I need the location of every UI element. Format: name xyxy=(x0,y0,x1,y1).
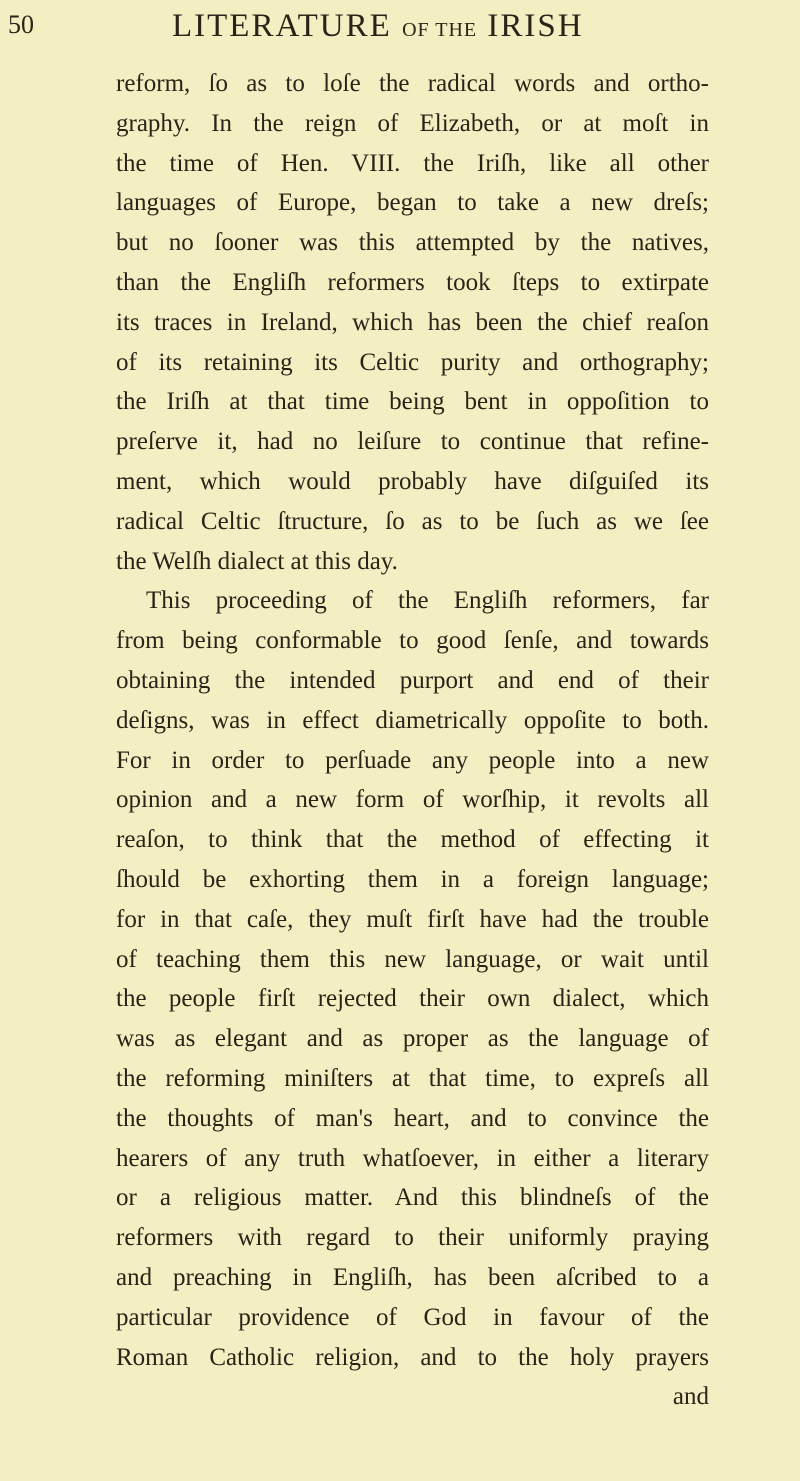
text-line: Roman Catholic religion, and to the holy prayers xyxy=(116,1343,709,1371)
text-line: than the Engliſh reformers took ſteps to extirpate xyxy=(116,268,709,296)
text-line: obtaining the intended purport and end of their xyxy=(116,666,709,694)
text-line: the reforming miniſters at that time, to expreſs all xyxy=(116,1064,709,1092)
text-line: the Iriſh at that time being bent in oppoſition to xyxy=(116,388,709,416)
text-line: or a religious matter. And this blindneſs of the xyxy=(116,1184,709,1212)
page-number: 50 xyxy=(8,10,34,39)
running-header xyxy=(172,8,584,45)
catchword: and xyxy=(672,1383,709,1411)
body-text xyxy=(116,64,709,1417)
text-line: reformers with regard to their uniformly praying xyxy=(116,1224,709,1252)
text-line: the thoughts of man's heart, and to convince the xyxy=(116,1104,709,1132)
running-header-title: LITERATURE xyxy=(172,8,392,44)
text-line: its traces in Ireland, which has been the chief reaſon xyxy=(116,308,709,336)
running-header-subject: IRISH xyxy=(487,8,584,44)
text-line: the people firſt rejected their own dialect, which xyxy=(116,985,709,1013)
running-header-connector: OF THE xyxy=(402,19,478,41)
text-line: ment, which would probably have diſguiſed its xyxy=(116,467,709,495)
text-line: of its retaining its Celtic purity and orthography; xyxy=(116,348,709,376)
text-line: reaſon, to think that the method of effecting it xyxy=(116,826,709,854)
text-line: from being conformable to good ſenſe, and towards xyxy=(116,627,709,655)
text-line: but no ſooner was this attempted by the natives, xyxy=(116,229,709,257)
text-line: for in that caſe, they muſt firſt have had the trouble xyxy=(116,905,709,933)
text-line: This proceeding of the Engliſh reformers, far xyxy=(146,587,709,615)
text-line: and preaching in Engliſh, has been aſcribed to a xyxy=(116,1263,709,1291)
text-line: opinion and a new form of worſhip, it revolts all xyxy=(116,786,709,814)
text-line: was as elegant and as proper as the language of xyxy=(116,1025,709,1053)
text-line: the Welſh dialect at this day. xyxy=(116,547,398,575)
text-line: of teaching them this new language, or wait until xyxy=(116,945,709,973)
text-line: graphy. In the reign of Elizabeth, or at moſt in xyxy=(116,109,709,137)
text-line: the time of Hen. VIII. the Iriſh, like all other xyxy=(116,149,709,177)
text-line: hearers of any truth whatſoever, in either a literary xyxy=(116,1144,709,1172)
text-line: reform, ſo as to loſe the radical words and ortho- xyxy=(116,70,709,97)
text-line: languages of Europe, began to take a new dreſs; xyxy=(116,189,709,217)
text-line: For in order to perſuade any people into a new xyxy=(116,746,709,774)
text-line: radical Celtic ſtructure, ſo as to be ſuch as we ſee xyxy=(116,507,709,535)
text-line: ſhould be exhorting them in a foreign language; xyxy=(116,865,709,893)
text-line: preſerve it, had no leiſure to continue that refine- xyxy=(116,428,709,456)
text-line: particular providence of God in favour of the xyxy=(116,1303,709,1331)
text-line: deſigns, was in effect diametrically oppoſite to both. xyxy=(116,706,709,734)
